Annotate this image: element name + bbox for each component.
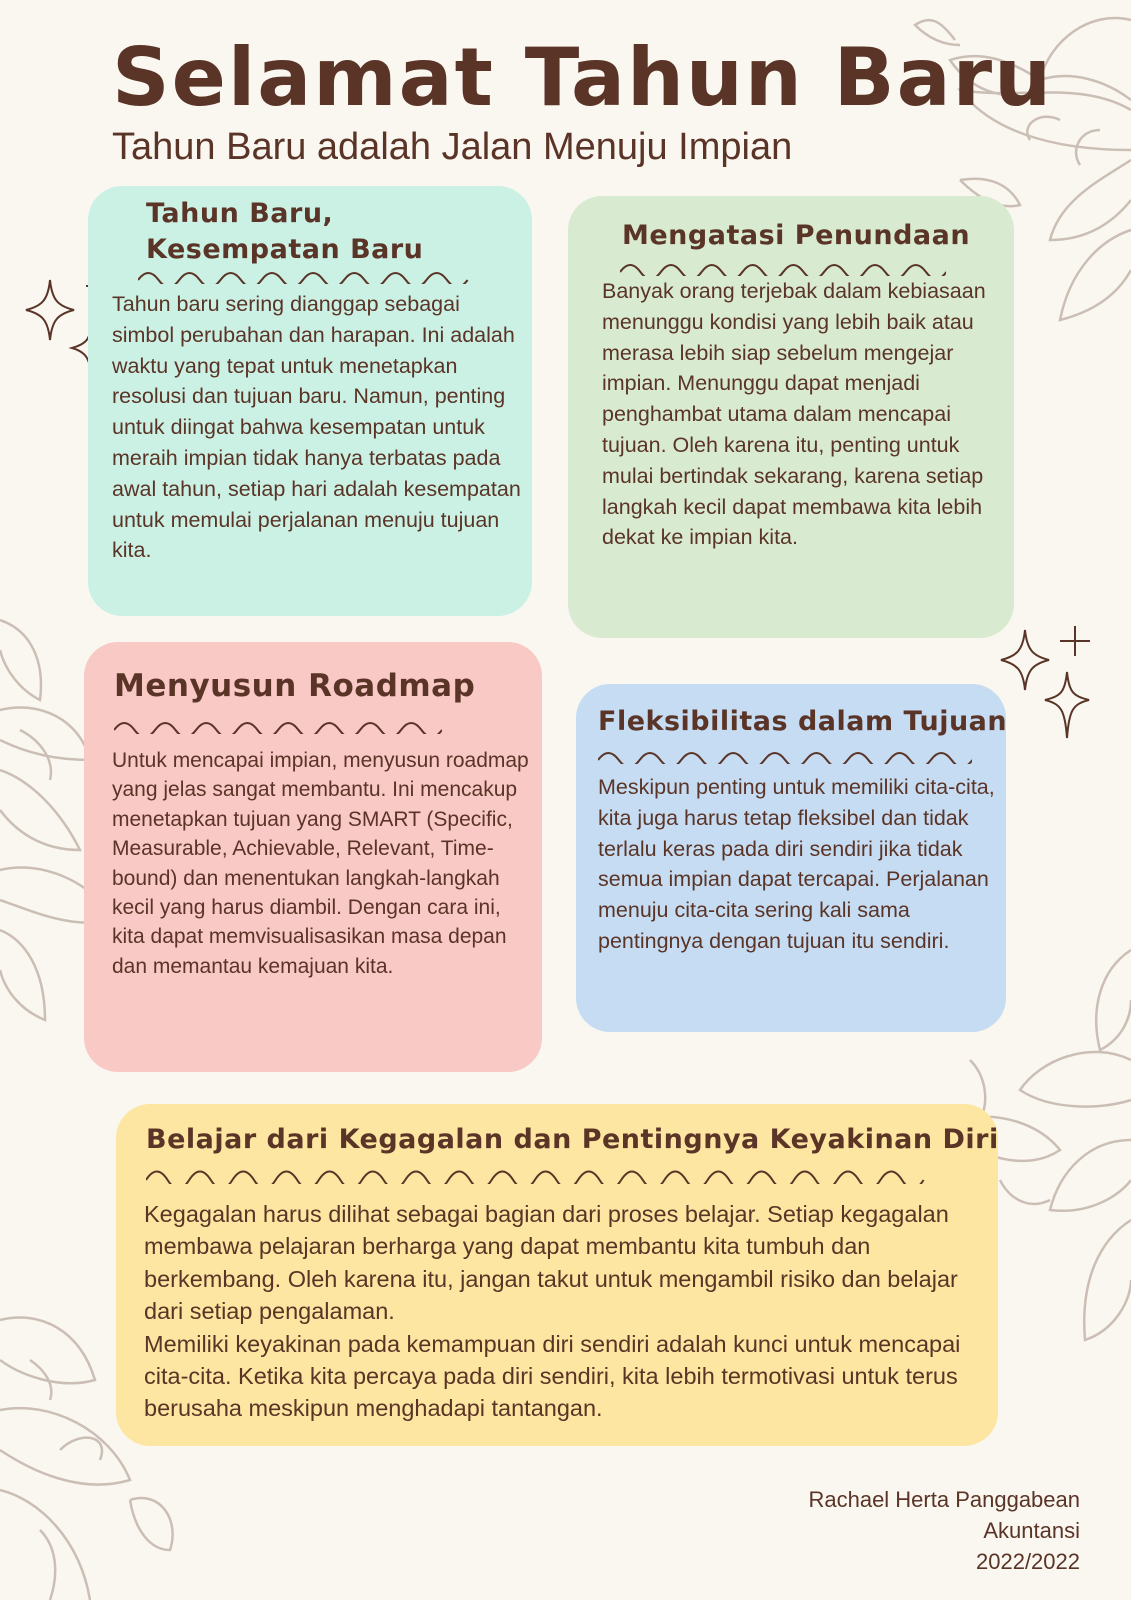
page-subtitle: Tahun Baru adalah Jalan Menuju Impian: [112, 126, 793, 168]
card-menyusun-roadmap: [84, 642, 542, 1072]
card-body-paragraph-1: Kegagalan harus dilihat sebagai bagian dari proses belajar. Setiap kegagalan membawa pelajaran berharga yang dapat membantu kita tumbuh dan berkembang. Oleh karena itu, jangan takut untuk mengambil risiko dan belajar dari setiap pengalaman.: [144, 1201, 958, 1325]
card-body: Tahun baru sering dianggap sebagai simbol perubahan dan harapan. Ini adalah waktu yang tepat untuk menetapkan resolusi dan tujuan baru. Namun, penting untuk diingat bahwa kesempatan untuk meraih impian tidak hanya terbatas pada awal tahun, setiap hari adalah kesempatan untuk memulai perjalanan menuju tujuan kita.: [112, 292, 521, 563]
card-fleksibilitas: [576, 684, 1006, 1032]
card-body-paragraph-2: Memiliki keyakinan pada kemampuan diri sendiri adalah kunci untuk mencapai cita-cita. Ketika kita percaya pada diri sendiri, kita lebih termotivasi untuk terus berusaha meskipun menghadapi tantangan.: [144, 1330, 961, 1422]
card-tahun-baru: [88, 186, 532, 616]
squiggle-underline-icon: [620, 258, 946, 276]
card-mengatasi-penundaan: [568, 196, 1014, 638]
card-body: [144, 1198, 990, 1425]
card-heading-line2: Kesempatan Baru: [146, 234, 424, 265]
squiggle-underline-icon: [138, 266, 483, 284]
sparkle-icon: [995, 620, 1095, 750]
squiggle-underline-icon: [598, 746, 972, 764]
page-title: Selamat Tahun Baru: [112, 31, 1054, 124]
squiggle-underline-icon: [114, 716, 442, 734]
card-heading: [146, 196, 423, 268]
author-department: Akuntansi: [983, 1518, 1080, 1543]
card-heading: Fleksibilitas dalam Tujuan: [598, 706, 1008, 737]
card-body: Meskipun penting untuk memiliki cita-cita, kita juga harus tetap fleksibel dan tidak terlalu keras pada diri sendiri jika tidak semua impian dapat tercapai. Perjalanan menuju cita-cita sering kali sama pentingnya dengan tujuan itu sendiri.: [598, 775, 995, 953]
card-heading: Belajar dari Kegagalan dan Pentingnya Keyakinan Diri: [146, 1124, 999, 1155]
author-year: 2022/2022: [976, 1549, 1080, 1574]
author-name: Rachael Herta Panggabean: [808, 1487, 1080, 1512]
author-credit: [808, 1484, 1080, 1577]
card-heading: Menyusun Roadmap: [114, 668, 476, 704]
card-heading-line1: Tahun Baru,: [146, 198, 334, 229]
card-body: Untuk mencapai impian, menyusun roadmap yang jelas sangat membantu. Ini mencakup menetapkan tujuan yang SMART (Specific, Measurable, Achievable, Relevant, Time-bound) dan menentukan langkah-langkah kecil yang harus diambil. Dengan cara ini, kita dapat memvisualisasikan masa depan dan memantau kemajuan kita.: [112, 749, 529, 978]
card-heading: Mengatasi Penundaan: [622, 220, 971, 251]
card-belajar-dari-kegagalan: [116, 1104, 998, 1446]
squiggle-underline-icon: [146, 1162, 926, 1184]
card-body: Banyak orang terjebak dalam kebiasaan menunggu kondisi yang lebih baik atau merasa lebih siap sebelum mengejar impian. Menunggu dapat menjadi penghambat utama dalam mencapai tujuan. Oleh karena itu, penting untuk mulai bertindak sekarang, karena setiap langkah kecil dapat membawa kita lebih dekat ke impian kita.: [602, 279, 986, 550]
